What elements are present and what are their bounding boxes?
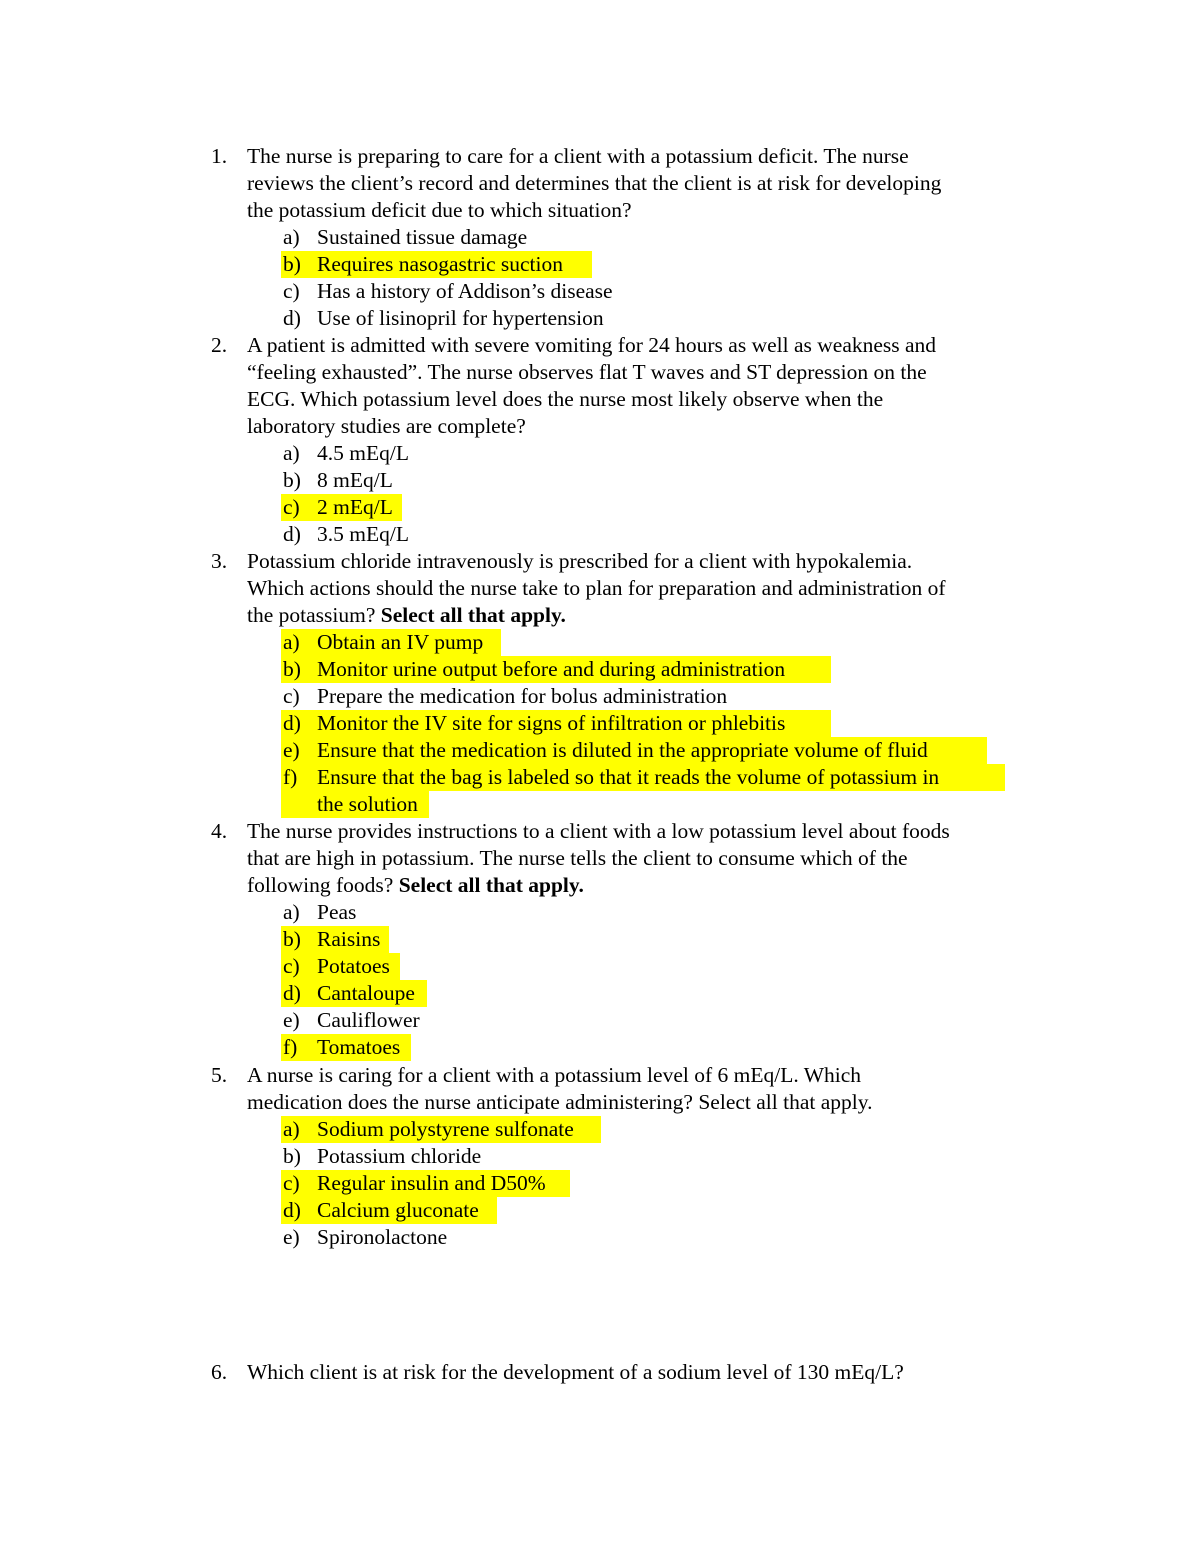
answer-text: Cantaloupe [317, 981, 415, 1005]
answer-letter: a) [283, 900, 300, 924]
answer-text: the solution [317, 792, 418, 816]
question-text-line: the potassium deficit due to which situation? [247, 198, 632, 222]
question-text-line [247, 602, 566, 629]
answer-text: Prepare the medication for bolus administration [317, 684, 728, 708]
question-number: 3. [211, 549, 228, 573]
answer-letter: d) [283, 981, 301, 1005]
answer-option[interactable] [0, 251, 1200, 278]
answer-letter: c) [283, 495, 300, 519]
select-all-instruction: Select all that apply. [380, 603, 566, 627]
answer-letter: b) [283, 468, 301, 492]
answer-option[interactable] [0, 494, 1200, 521]
answer-text: Sustained tissue damage [317, 225, 528, 249]
answer-option[interactable] [0, 1170, 1200, 1197]
answer-option[interactable] [0, 1143, 1200, 1170]
question-text-line: reviews the client’s record and determines that the client is at risk for developing [247, 171, 942, 195]
answer-letter: c) [283, 1171, 300, 1195]
answer-text: Calcium gluconate [317, 1198, 479, 1222]
question-number: 1. [211, 144, 228, 168]
question-text-line: Which client is at risk for the development of a sodium level of 130 mEq/L? [247, 1360, 904, 1384]
answer-letter: a) [283, 225, 300, 249]
answer-letter: a) [283, 441, 300, 465]
answer-option[interactable] [0, 899, 1200, 926]
answer-text: 4.5 mEq/L [317, 441, 409, 465]
question-text-prefix: following foods? [247, 873, 399, 897]
answer-text: Cauliflower [317, 1008, 420, 1032]
answer-letter: f) [283, 765, 298, 789]
select-all-instruction: Select all that apply. [398, 873, 584, 897]
question-text-line: “feeling exhausted”. The nurse observes flat T waves and ST depression on the [247, 360, 927, 384]
answer-letter: b) [283, 927, 301, 951]
answer-letter: b) [283, 657, 301, 681]
answer-letter: a) [283, 1117, 300, 1141]
question-number: 6. [211, 1360, 228, 1384]
answer-letter: b) [283, 252, 301, 276]
answer-letter: b) [283, 1144, 301, 1168]
answer-letter: c) [283, 684, 300, 708]
answer-letter: c) [283, 279, 300, 303]
answer-option[interactable] [0, 926, 1200, 953]
answer-option[interactable] [0, 1197, 1200, 1224]
answer-text: Potatoes [317, 954, 390, 978]
answer-option[interactable] [0, 278, 1200, 305]
question-text-line: A patient is admitted with severe vomiting for 24 hours as well as weakness and [247, 333, 937, 357]
answer-letter: c) [283, 954, 300, 978]
question-number: 4. [211, 819, 228, 843]
answer-letter: e) [283, 1225, 300, 1249]
answer-text: Use of lisinopril for hypertension [317, 306, 604, 330]
answer-letter: d) [283, 711, 301, 735]
answer-option[interactable] [0, 1034, 1200, 1061]
question-text-line: Which actions should the nurse take to plan for preparation and administration of [247, 576, 946, 600]
answer-option[interactable] [0, 656, 1200, 683]
answer-option[interactable] [0, 764, 1200, 791]
answer-text: Obtain an IV pump [317, 630, 484, 654]
question-text-line: The nurse provides instructions to a client with a low potassium level about foods [247, 819, 950, 843]
answer-letter: d) [283, 1198, 301, 1222]
answer-option[interactable] [0, 683, 1200, 710]
question-text-line: that are high in potassium. The nurse tells the client to consume which of the [247, 846, 908, 870]
answer-option[interactable] [0, 1116, 1200, 1143]
answer-option[interactable] [0, 710, 1200, 737]
answer-text: 3.5 mEq/L [317, 522, 409, 546]
answer-text: Tomatoes [317, 1035, 401, 1059]
answer-option[interactable] [0, 521, 1200, 548]
answer-text: Ensure that the bag is labeled so that it reads the volume of potassium in [317, 765, 940, 789]
answer-option[interactable] [0, 224, 1200, 251]
answer-option[interactable] [0, 737, 1200, 764]
answer-letter: f) [283, 1035, 298, 1059]
question-number: 5. [211, 1063, 228, 1087]
answer-text: Potassium chloride [317, 1144, 482, 1168]
answer-text: 8 mEq/L [317, 468, 393, 492]
question-text-line: Potassium chloride intravenously is prescribed for a client with hypokalemia. [247, 549, 913, 573]
question-text-prefix: the potassium? [247, 603, 381, 627]
answer-text: Has a history of Addison’s disease [317, 279, 613, 303]
answer-option[interactable] [0, 980, 1200, 1007]
answer-text: Peas [317, 900, 357, 924]
answer-option[interactable] [0, 440, 1200, 467]
answer-letter: e) [283, 1008, 300, 1032]
question-text-line: laboratory studies are complete? [247, 414, 526, 438]
answer-text: Regular insulin and D50% [317, 1171, 546, 1195]
question-text-line: The nurse is preparing to care for a client with a potassium deficit. The nurse [247, 144, 909, 168]
answer-text: Monitor urine output before and during administration [317, 657, 786, 681]
answer-text: Monitor the IV site for signs of infiltration or phlebitis [317, 711, 786, 735]
answer-option[interactable] [0, 953, 1200, 980]
question-text-line: A nurse is caring for a client with a potassium level of 6 mEq/L. Which [247, 1063, 861, 1087]
answer-text: Requires nasogastric suction [317, 252, 564, 276]
question-text-line: ECG. Which potassium level does the nurse most likely observe when the [247, 387, 884, 411]
answer-text: 2 mEq/L [317, 495, 393, 519]
answer-letter: d) [283, 522, 301, 546]
answer-option[interactable] [0, 1007, 1200, 1034]
answer-text: Spironolactone [317, 1225, 448, 1249]
answer-option[interactable] [0, 467, 1200, 494]
answer-option[interactable] [0, 791, 1200, 818]
question-text-line: medication does the nurse anticipate administering? Select all that apply. [247, 1090, 873, 1114]
answer-letter: e) [283, 738, 300, 762]
answer-text: Ensure that the medication is diluted in the appropriate volume of fluid [317, 738, 928, 762]
question-number: 2. [211, 333, 228, 357]
answer-option[interactable] [0, 629, 1200, 656]
question-text-line [247, 872, 584, 899]
answer-text: Raisins [317, 927, 381, 951]
answer-letter: d) [283, 306, 301, 330]
answer-letter: a) [283, 630, 300, 654]
answer-text: Sodium polystyrene sulfonate [317, 1117, 574, 1141]
answer-option[interactable] [0, 305, 1200, 332]
answer-option[interactable] [0, 1224, 1200, 1251]
